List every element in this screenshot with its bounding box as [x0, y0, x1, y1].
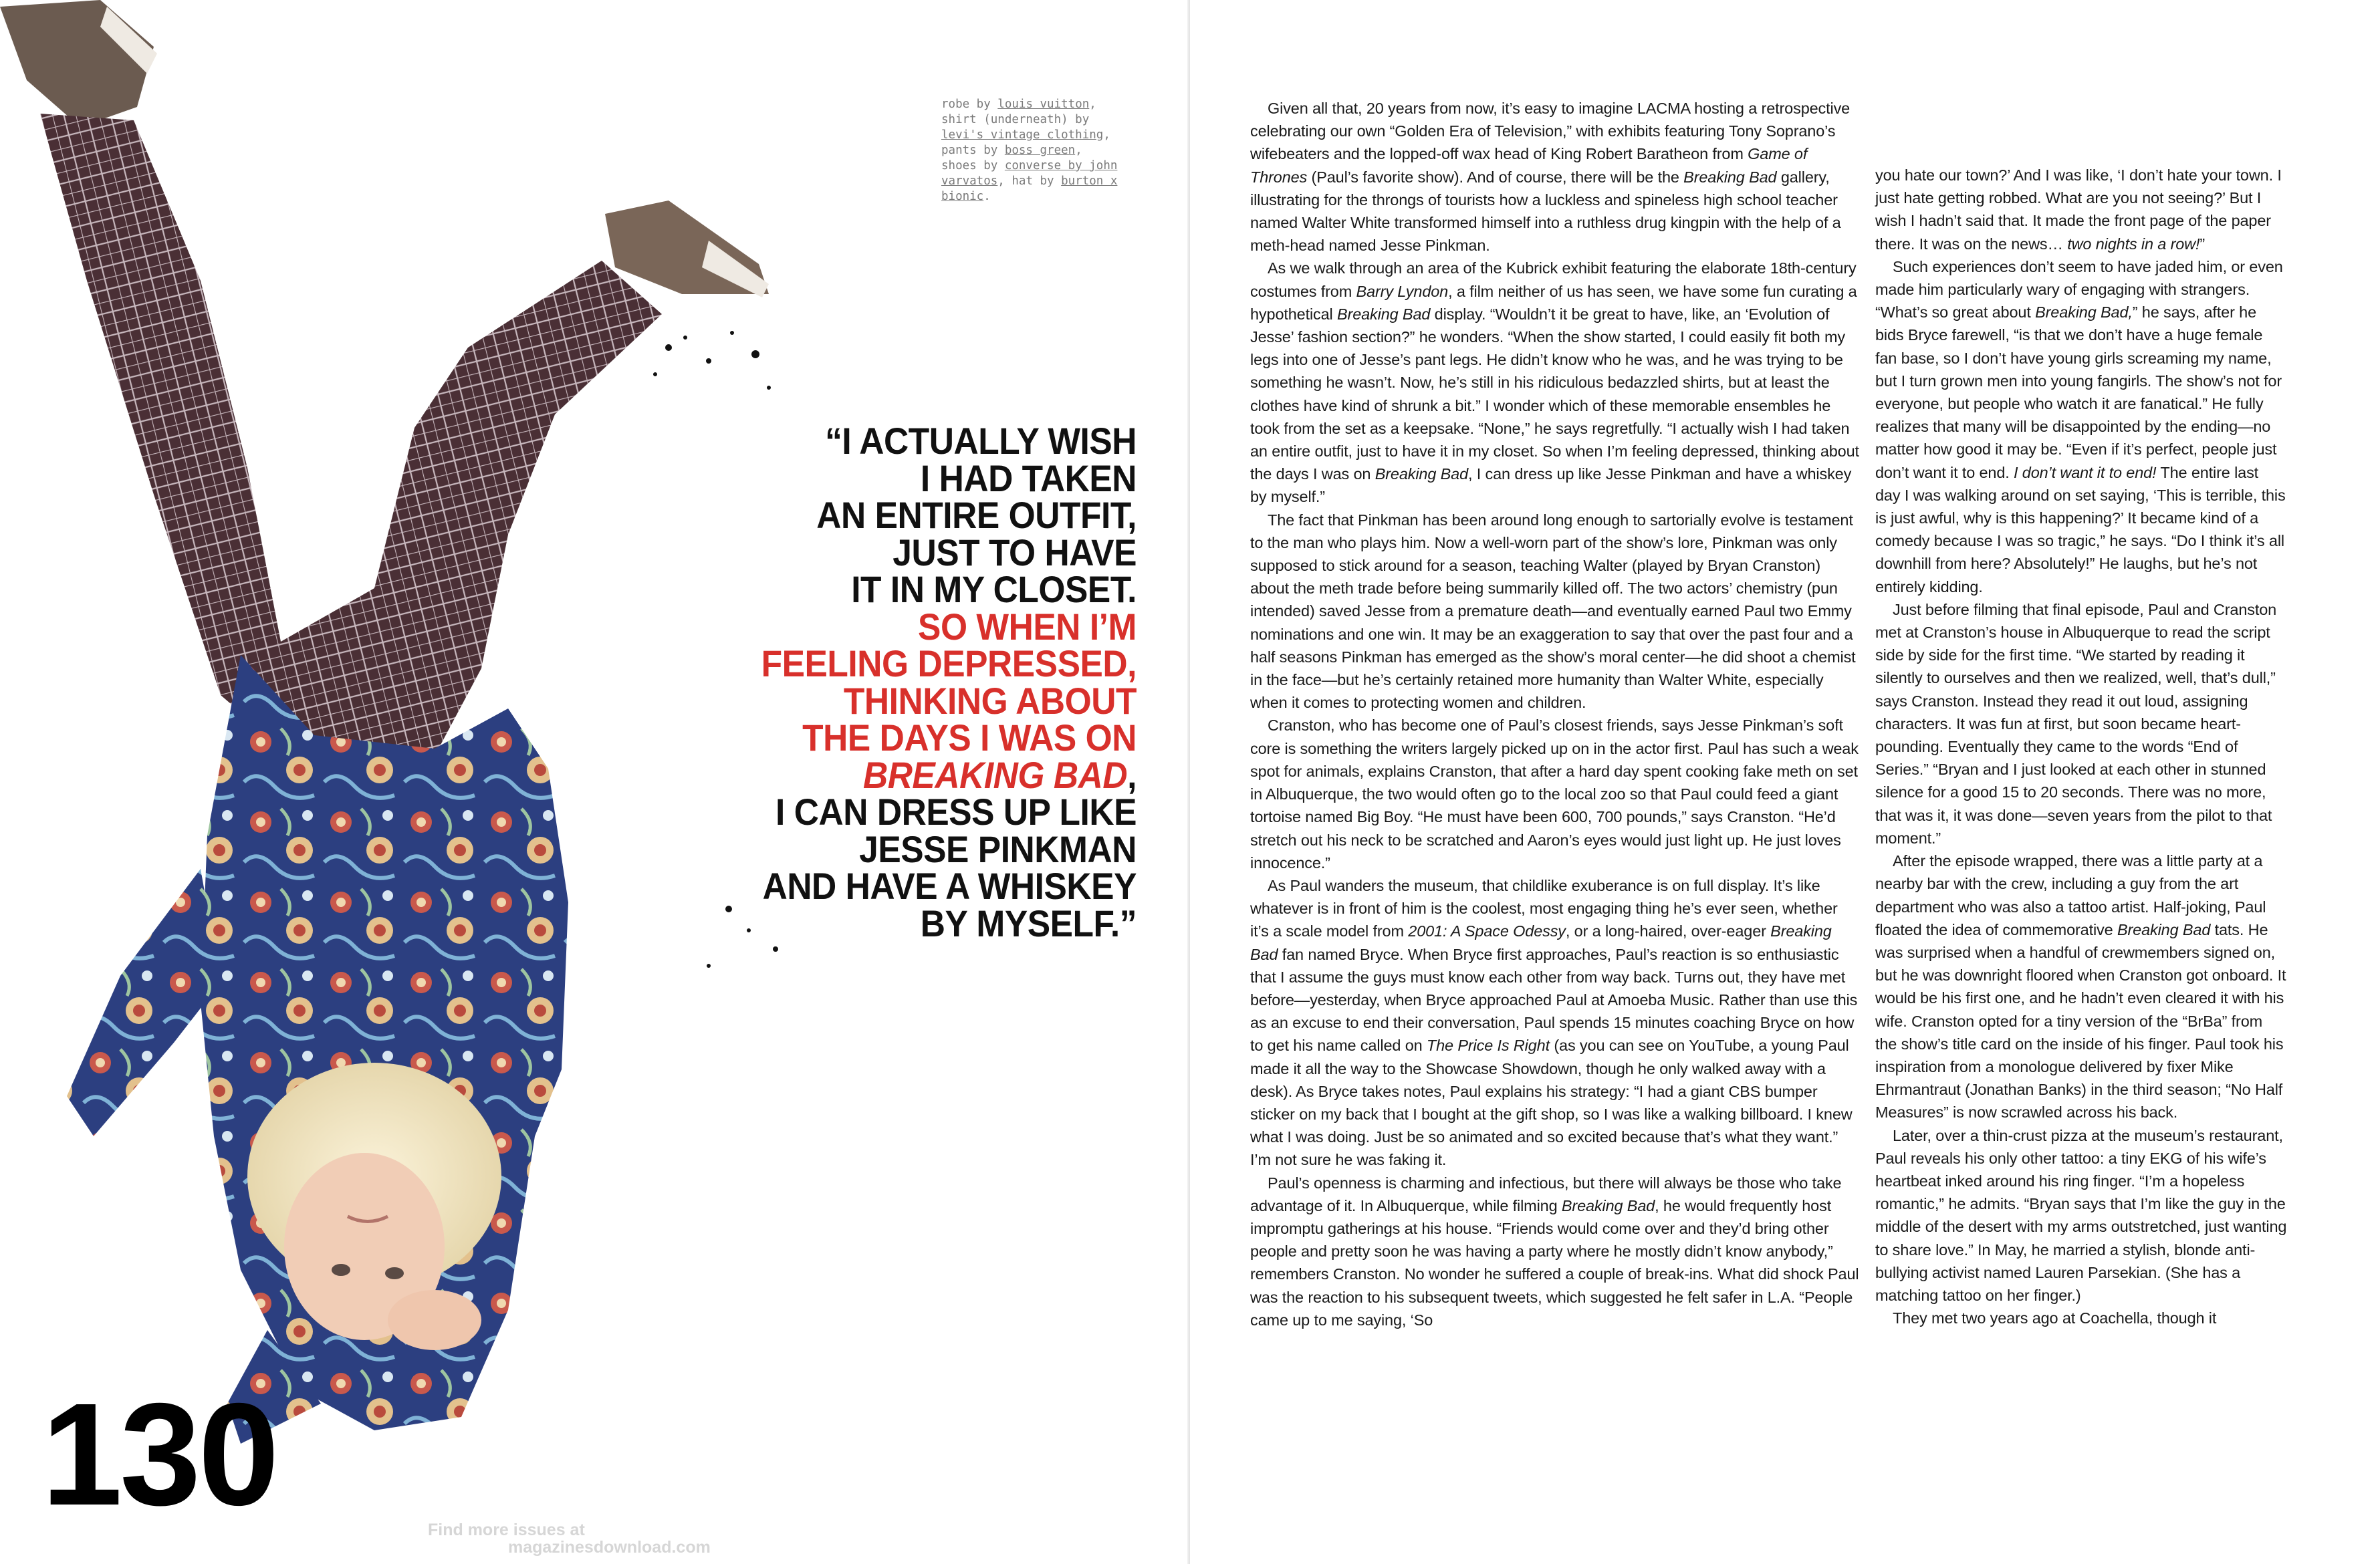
shoe-right	[605, 201, 769, 297]
text-run: Just before filming that final episode, Paul and Cranston met at Cranston’s house in Albuquerque to read the script side by side for the first time. “We started by reading it silently to ourselves and then we realized, well, that’s dull,” says Cranston. Instead they read it out loud, assigning characters. It was fun at first, but soon became heart-pounding. Eventually they came to the words “End of Series.” “Bryan and I just looked at each other in stunned silence for a good 15 to 20 seconds. There was no more, that was it, it was done—seven years from the pilot to that moment.”	[1875, 600, 2277, 847]
text-run: The entire last day I was walking around on set saying, ‘This is terrible, this is just awful, why is this happening?’ It became kind of a comedy because I was so tragic,” he says. “Do I think it’s all downhill from here? Absolutely!” He laughs, but he’s not entirely kidding.	[1875, 463, 2286, 596]
credit-brand: burton x bionic	[941, 174, 1118, 203]
credit-brand: levi's vintage clothing	[941, 128, 1104, 142]
text-run: The fact that Pinkman has been around long enough to sartorially evolve is testament to the man who plays him. Now a well-worn part of the show’s lore, Pinkman was only supposed to stick around for a season, teaching Walter (played by Bryan Cranston) about the meth trade before being summarily killed off. The two actors’ chemistry (pun intended) saved Jesse from a premature death—and eventually earned Paul two Emmy nominations and one win. It may be an exaggeration to say that over the past four and a half seasons Pinkman has emerged as the show’s moral center—he did shoot a chemist in the face—but he’s certainly retained more humanity than Walter White, especially when it comes to protecting women and children.	[1250, 511, 1856, 712]
pull-quote-line	[694, 827, 1137, 870]
pull-quote-segment: BREAKING BAD	[862, 753, 1128, 796]
text-run: Later, over a thin-crust pizza at the museum’s restaurant, Paul reveals his only other tattoo: a tiny EKG of his wife’s heartbeat inked around his ring finger. “I’m a hopeless romantic,” he admits. “Bryan says that I’m like the guy in the middle of the desert with my arms outstretched, just wanting to share love.” In May, he married a stylish, blonde anti-bullying activist named Lauren Parsekian. (She has a matching tattoo on her finger.)	[1875, 1126, 2287, 1304]
text-run: , I can dress up like Jesse Pinkman and have a whiskey by myself.”	[1250, 465, 1852, 506]
text-run: Given all that, 20 years from now, it’s easy to imagine LACMA hosting a retrospective celebrating our own “Golden Era of Television,” with exhibits featuring Tony Soprano’s wifebeaters and the lopped-off wax head of King Robert Baratheon from	[1250, 100, 1851, 163]
italic-title: Game of Thrones	[1250, 145, 1808, 186]
pull-quote-segment: I CAN DRESS UP LIKE	[776, 791, 1137, 833]
pull-quote-segment: FEELING DEPRESSED,	[761, 642, 1137, 684]
pull-quote-segment: JESSE PINKMAN	[859, 827, 1137, 870]
italic-title: Breaking Bad	[1337, 305, 1431, 323]
article-column-1	[1250, 97, 1860, 1331]
credit-brand: louis vuitton	[997, 98, 1090, 111]
article-column-2	[1875, 164, 2287, 1329]
article-paragraph	[1250, 1172, 1860, 1331]
watermark-line-1: Find more issues at	[428, 1521, 585, 1539]
pull-quote-line	[694, 457, 1137, 499]
text-run: As Paul wanders the museum, that childlike exuberance is on full display. It’s like whatever is in front of him is the coolest, most engaging thing he’s ever seen, whether it’s a scale model from	[1250, 876, 1838, 940]
pull-quote-line	[694, 422, 1137, 460]
article-paragraph	[1250, 874, 1860, 1172]
text-run: (as you can see on YouTube, a young Paul made it all the way to the Showcase Showdown, though he only walked away with a desk). As Bryce takes notes, Paul explains his strategy: “I had a giant CBS bumper sticker on my back that I bought at the gift shop, so I was like a walking billboard. I knew what I was doing. Just be so animated and so excited because that’s what they want.” I’m not sure he was faking it.	[1250, 1037, 1853, 1169]
pull-quote-line	[694, 642, 1137, 684]
pull-quote-segment: SO WHEN I’M	[918, 605, 1137, 648]
italic-title: I don’t want it to end!	[2014, 463, 2157, 481]
pull-quote-segment: THINKING ABOUT	[843, 679, 1137, 722]
text-run: fan named Bryce. When Bryce first approaches, Paul’s reaction is so enthusiastic that I assume the guys must know each other from way back. Turns out, they have met before—yesterday, when Bryce approached Paul at Amoeba Music. Rather than use this as an excuse to end their conversation, Paul spends 15 minutes coaching Bryce on how to get his name called on	[1250, 945, 1858, 1055]
page-number: 130	[41, 1374, 277, 1536]
pull-quote-line	[694, 494, 1137, 536]
pants	[40, 114, 662, 775]
pull-quote-line	[694, 793, 1137, 831]
italic-title: Breaking Bad	[2117, 920, 2211, 938]
pull-quote-line	[694, 568, 1137, 610]
pull-quote	[694, 422, 1137, 942]
watermark	[428, 1521, 776, 1556]
article-paragraph	[1250, 714, 1860, 874]
pull-quote-line	[694, 531, 1137, 573]
italic-title: Breaking Bad	[1561, 1196, 1655, 1214]
article-paragraph	[1875, 850, 2287, 1124]
text-run: As we walk through an area of the Kubrick exhibit featuring the elaborate 18th-century costumes from	[1250, 259, 1857, 300]
article-paragraph	[1250, 257, 1860, 508]
credit-brand: boss green	[1004, 144, 1076, 157]
article-paragraph	[1875, 1307, 2287, 1329]
pull-quote-segment: THE DAYS I WAS ON	[802, 716, 1137, 759]
article-paragraph	[1875, 164, 2287, 255]
credit-text: , shirt (underneath) by	[941, 98, 1096, 126]
credit-text: , pants by	[941, 128, 1110, 157]
pull-quote-line	[694, 753, 1137, 796]
pull-quote-segment: IT IN MY CLOSET.	[851, 568, 1137, 610]
photo-upside-down-portrait	[0, 0, 802, 1564]
credit-text: , hat by	[997, 174, 1062, 188]
text-run: you hate our town?’ And I was like, ‘I don’t hate your town. I just hate getting robbed. What are you not seeing?’ But I wish I hadn’t said that. It made the front page of the paper there. It was on the news…	[1875, 166, 2282, 253]
text-run: display. “Wouldn’t it be great to have, like, an ‘Evolution of Jesse’ fashion section?” he wonders. “When the show started, I could easily fit both my legs into one of Jesse’s pant legs. He didn’t know who he was, and he was trying to be something he wasn’t. Now, he’s still in his ridiculous bedazzled shirts, but at least the clothes have kind of shrunk a bit.” I wonder which of these memorable ensembles he took from the set as a keepsake. “None,” he says regretfully. “I actually wish I had taken an entire outfit, just to have it in my closet. So when I’m feeling depressed, thinking about the days I was on	[1250, 305, 1859, 483]
credit-text: .	[983, 190, 991, 203]
watermark-line-2: magazinesdownload.com	[508, 1538, 711, 1557]
italic-title: Breaking Bad,	[2035, 303, 2133, 321]
credit-brand: converse by john varvatos	[941, 159, 1118, 188]
pull-quote-line	[694, 865, 1137, 907]
text-run: , or a long-haired, over-eager	[1565, 922, 1771, 940]
pull-quote-line	[694, 679, 1137, 722]
pull-quote-segment: AN ENTIRE OUTFIT,	[816, 494, 1137, 536]
text-run: gallery, illustrating for the throngs of tourists how a luckless and spineless high school teacher named Walter White transformed himself into a ruthless drug kingpin with the help of a meth-head named Jesse Pinkman.	[1250, 168, 1841, 255]
article-paragraph	[1875, 598, 2287, 850]
pull-quote-line	[694, 605, 1137, 648]
article-paragraph	[1875, 1124, 2287, 1307]
pull-quote-line	[694, 902, 1137, 944]
italic-title: 2001: A Space Odessy	[1408, 922, 1566, 940]
text-run: ” he says, after he bids Bryce farewell, “is that we don’t have a huge female fan base, so I don’t have young girls screaming my name, but I turn grown men into young fangirls. The show’s not for everyone, but people who watch it are fanatical.” He fully realizes that many will be disappointed by the ending—no matter how good it may be. “Even if it’s perfect, people just don’t want it to end.	[1875, 303, 2282, 481]
text-run: They met two years ago at Coachella, though it	[1893, 1309, 2217, 1327]
text-run: Such experiences don’t seem to have jaded him, or even made him particularly wary of engaging with strangers. “What’s so great about	[1875, 257, 2283, 321]
text-run: (Paul’s favorite show). And of course, there will be the	[1307, 168, 1684, 186]
article-paragraph	[1250, 97, 1860, 257]
credit-text: robe by	[941, 98, 998, 111]
italic-title: Breaking Bad	[1683, 168, 1777, 186]
article-paragraph	[1250, 509, 1860, 714]
pull-quote-segment: “I ACTUALLY WISH	[825, 420, 1137, 462]
article-paragraph	[1875, 255, 2287, 598]
italic-title: Breaking Bad	[1375, 465, 1469, 483]
text-run: , he would frequently host impromptu gatherings at his house. “Friends would come over and they’d bring other people and pretty soon he was having a party where he mostly didn’t know anybody,” remembers Cranston. No wonder he suffered a couple of break-ins. What did shock Paul was the reaction to his subsequent tweets, which suggested he felt safer in L.A. “People came up to me saying, ‘So	[1250, 1196, 1859, 1329]
pull-quote-segment: ,	[1127, 753, 1137, 796]
text-run: Paul’s openness is charming and infectious, but there will always be those who take advantage of it. In Albuquerque, while filming	[1250, 1174, 1842, 1214]
text-run: Cranston, who has become one of Paul’s closest friends, says Jesse Pinkman’s soft core is something the writers largely picked up on in the actor first. Paul has such a weak spot for animals, explains Cranston, that after a hard day spent cooking fake meth on set in Albuquerque, the two would often go to the local zoo so that Paul could feed a giant tortoise named Big Boy. “He must have been 600, 700 pounds,” says Cranston. “He’d stretch out his neck to be scratched and Aaron’s eyes would just light up. He just loves innocence.”	[1250, 716, 1859, 872]
italic-title: The Price Is Right	[1426, 1037, 1550, 1055]
text-run: tats. He was surprised when a handful of crewmembers signed on, but he was downright floored when Cranston got onboard. It would be his first one, and he hadn’t even cleared it with his wife. Cranston opted for a tiny version of the “BrBa” from the show’s title card on the inside of his finger. Paul took his inspiration from a monologue delivered by fixer Mike Ehrmantraut (Jonathan Banks) in the third season; “No Half Measures” is now scrawled across his back.	[1875, 920, 2286, 1122]
pull-quote-segment: I HAD TAKEN	[920, 457, 1137, 499]
text-run: After the episode wrapped, there was a little party at a nearby bar with the crew, including a guy from the art department who was also a tattoo artist. Half-joking, Paul floated the idea of commemorative	[1875, 852, 2266, 938]
credit-text: , shoes by	[941, 144, 1082, 172]
fashion-credits	[941, 97, 1122, 205]
italic-title: two nights in a row!	[2067, 235, 2200, 253]
pull-quote-line	[694, 716, 1137, 759]
pull-quote-segment: AND HAVE A WHISKEY	[762, 865, 1137, 907]
pull-quote-segment: BY MYSELF.”	[920, 902, 1137, 944]
text-run: , a film neither of us has seen, we have some fun curating a hypothetical	[1250, 282, 1857, 323]
text-run: ”	[2199, 235, 2206, 253]
italic-title: Barry Lyndon	[1356, 282, 1449, 300]
shoe-left	[0, 0, 157, 127]
italic-title: Breaking Bad	[1250, 922, 1832, 963]
pull-quote-segment: JUST TO HAVE	[892, 531, 1137, 573]
